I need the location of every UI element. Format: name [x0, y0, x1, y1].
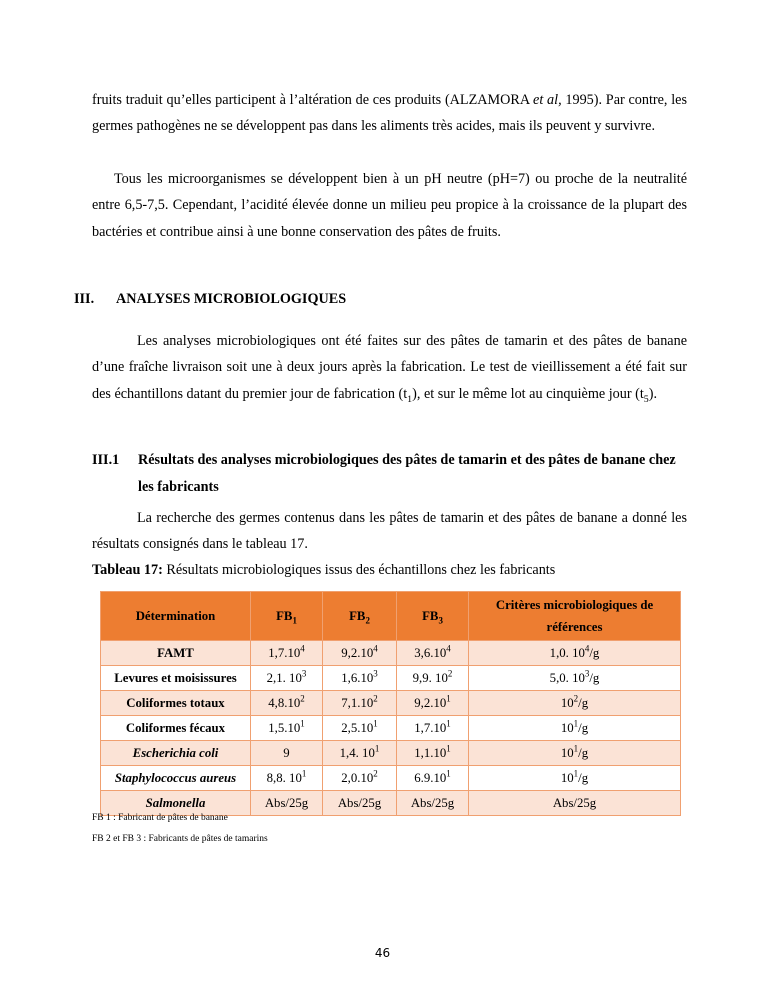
row-label: Coliformes fécaux: [101, 716, 251, 741]
cell-fb2: 1,4. $10^1$: [323, 741, 397, 766]
row-label: Escherichia coli: [101, 741, 251, 766]
paragraph-text: 1995). Par contre, les germes pathogènes ne se développent pas dans les aliments très acides, mais ils peuvent y survivre.: [92, 92, 687, 135]
row-label: FAMT: [101, 641, 251, 666]
row-label: Levures et moisissures: [101, 666, 251, 691]
cell-fb1: 1,7.10$^4$: [251, 641, 323, 666]
footnote-fb1: FB 1 : Fabricant de pâtes de banane: [92, 813, 228, 823]
paragraph-text: ).: [648, 385, 658, 402]
paragraph-recherche: La recherche des germes contenus dans les pâtes de tamarin et des pâtes de banane a donné les résultats consignés dans le tableau 17.: [92, 510, 687, 553]
cell-fb3: 9,2.10$^1$: [397, 691, 469, 716]
section-title: ANALYSES MICROBIOLOGIQUES: [116, 291, 347, 307]
cell-fb3: 9,9. $10^2$: [397, 666, 469, 691]
table-row: [101, 716, 681, 741]
cell-fb1: 9: [251, 741, 323, 766]
subscript: 5: [643, 393, 649, 405]
paragraph-text: fruits traduit qu’elles participent à l’altération de ces produits (ALZAMORA: [92, 92, 534, 108]
header-fb3: $FB_3$: [397, 592, 469, 641]
subsection-title: Résultats des analyses microbiologiques des pâtes de tamarin et des pâtes de banane chez les fabricants: [138, 452, 676, 495]
table-row: [101, 791, 681, 816]
cell-fb2: Abs/25g: [323, 791, 397, 816]
cell-fb3: 1,1.10$^1$: [397, 741, 469, 766]
paragraph-text: ), et sur le même lot au cinquième jour (t: [412, 385, 644, 402]
cell-fb1: 2,1. $10^3$: [251, 666, 323, 691]
paragraph-text: Les analyses microbiologiques ont été faites sur des pâtes de tamarin et des pâtes de banane d’une fraîche livraison soit une à deux jours après la fabrication. Le test de vieillissement a été fait sur des échantillons datant du premier jour de fabrication (t: [92, 333, 687, 402]
citation-et-al: et al,: [533, 92, 562, 108]
cell-fb3: 6.9.10$^1$: [397, 766, 469, 791]
cell-criteria: 5,0. $10^3/g$: [469, 666, 681, 691]
cell-fb3: 3,6.10$^4$: [397, 641, 469, 666]
paragraph-ph: Tous les microorganismes se développent bien à un pH neutre (pH=7) ou proche de la neutralité entre 6,5-7,5. Cependant, l’acidité élevée donne un milieu peu propice à la croissance de la plupart des bactéries et contribue ainsi à une bonne conservation des pâtes de fruits.: [92, 171, 687, 240]
table-row: [101, 641, 681, 666]
cell-fb2: 2,0.10$^2$: [323, 766, 397, 791]
table-row: [101, 666, 681, 691]
cell-fb2: 2,5.10$^1$: [323, 716, 397, 741]
table-row: [101, 766, 681, 791]
table-row: [101, 741, 681, 766]
cell-criteria: Abs/25g: [469, 791, 681, 816]
table-row: [101, 691, 681, 716]
header-determination: Détermination: [101, 592, 251, 641]
footnote-fb2-fb3: FB 2 et FB 3 : Fabricants de pâtes de tamarins: [92, 834, 268, 844]
row-label: Staphylococcus aureus: [101, 766, 251, 791]
cell-fb1: 1,5.10$^1$: [251, 716, 323, 741]
cell-fb3: Abs/25g: [397, 791, 469, 816]
subscript: 1: [407, 393, 413, 405]
table-caption: [92, 557, 687, 583]
results-table: [100, 591, 681, 816]
cell-fb2: 1,6.10$^3$: [323, 666, 397, 691]
cell-criteria: $10^2/g$: [469, 691, 681, 716]
header-criteria: Critères microbiologiques de références: [469, 592, 681, 641]
cell-criteria: $10^1/g$: [469, 766, 681, 791]
header-fb1: $FB_1$: [251, 592, 323, 641]
subsection-number: III.1: [92, 452, 120, 468]
cell-fb2: 9,2.10$^4$: [323, 641, 397, 666]
cell-fb3: 1,7.10$^1$: [397, 716, 469, 741]
cell-fb1: 4,8.10$^2$: [251, 691, 323, 716]
cell-fb2: 7,1.10$^2$: [323, 691, 397, 716]
page-number: 46: [374, 946, 391, 960]
row-label: Salmonella: [101, 791, 251, 816]
paragraph-alteration: [92, 87, 687, 140]
cell-criteria: $10^1/g$: [469, 716, 681, 741]
cell-criteria: 1,0. $10^4/g$: [469, 641, 681, 666]
cell-fb1: 8,8. $10^1$: [251, 766, 323, 791]
row-label: Coliformes totaux: [101, 691, 251, 716]
section-number: III.: [74, 291, 95, 307]
cell-fb1: Abs/25g: [251, 791, 323, 816]
caption-text: Résultats microbiologiques issus des échantillons chez les fabricants: [162, 562, 556, 578]
cell-criteria: $10^1/g$: [469, 741, 681, 766]
header-fb2: $FB_2$: [323, 592, 397, 641]
paragraph-analyses: [92, 328, 687, 407]
caption-label: Tableau 17:: [92, 562, 163, 578]
